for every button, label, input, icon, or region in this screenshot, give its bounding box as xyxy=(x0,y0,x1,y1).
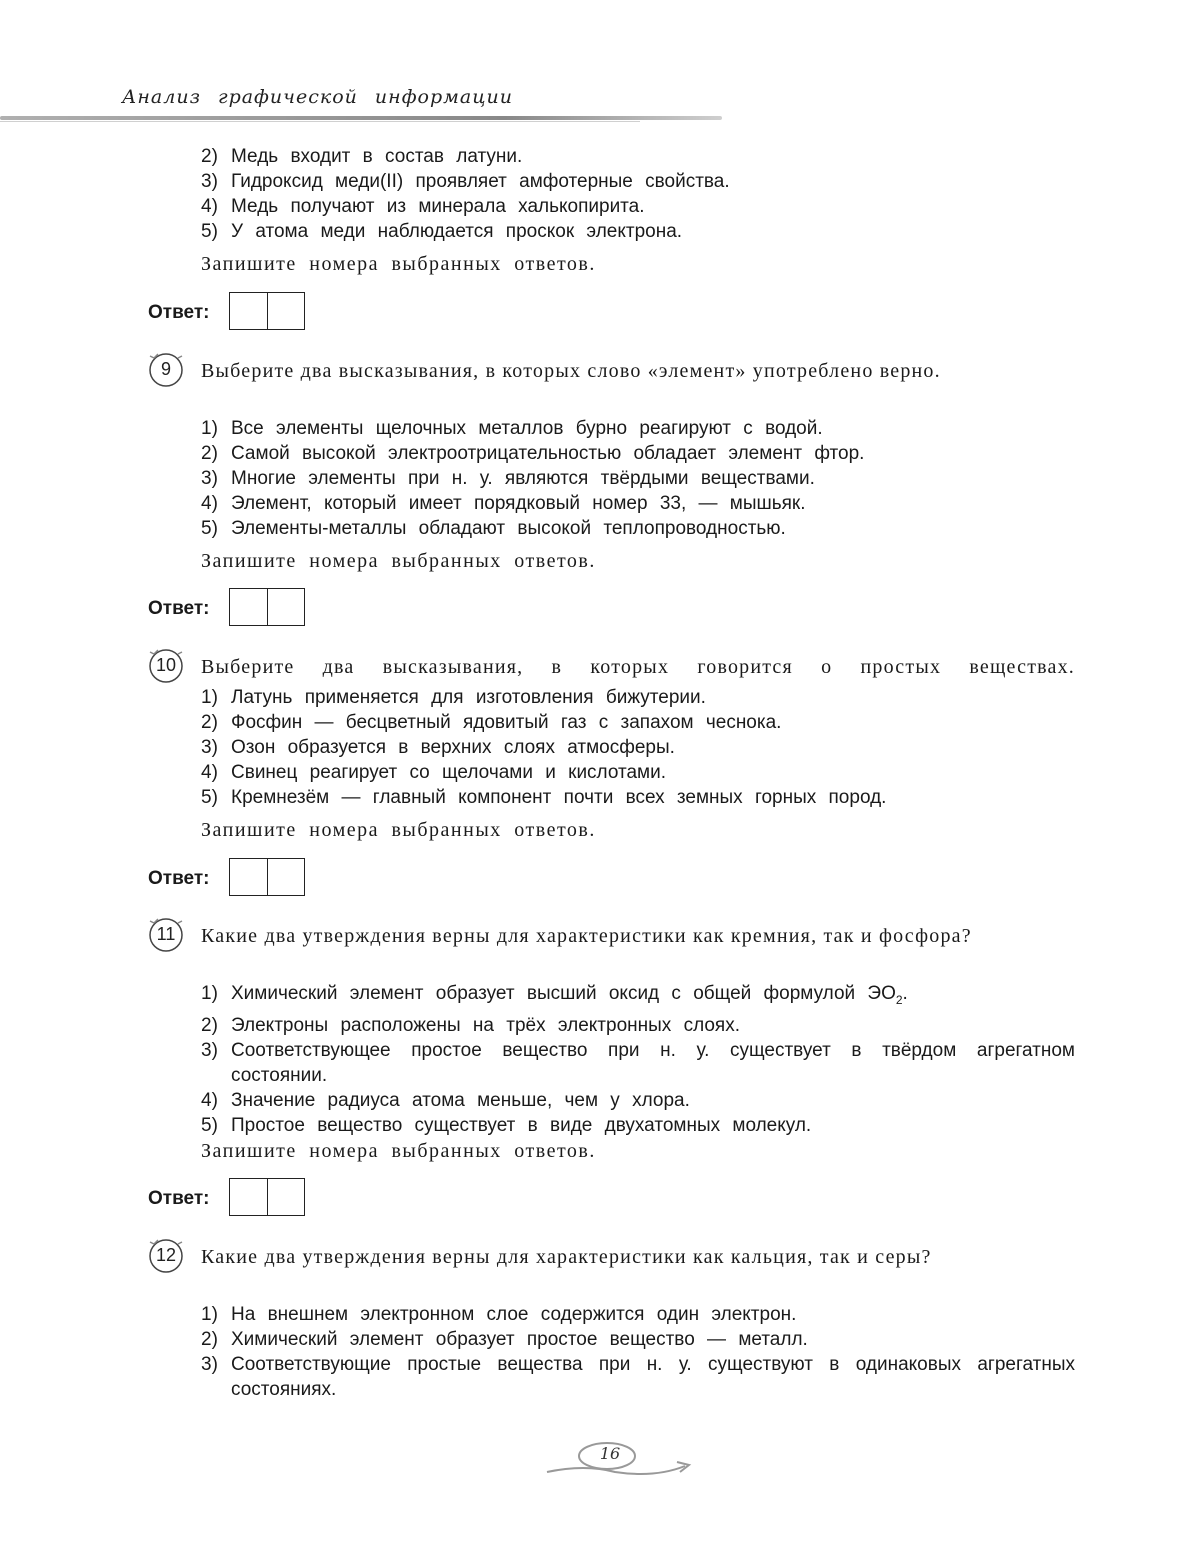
answer-box[interactable] xyxy=(229,858,305,896)
instruction: Запишите номера выбранных ответов. xyxy=(201,550,596,572)
question-number-badge xyxy=(148,648,184,684)
option: 3) Озон образуется в верхних слоях атмосферы. xyxy=(201,737,675,758)
instruction: Запишите номера выбранных ответов. xyxy=(201,819,596,841)
instruction: Запишите номера выбранных ответов. xyxy=(201,1140,596,1162)
option: 2) Фосфин — бесцветный ядовитый газ с запахом чеснока. xyxy=(201,712,782,733)
answer-label: Ответ: xyxy=(148,598,210,619)
page-number: 16 xyxy=(599,1444,621,1463)
option: 1) На внешнем электронном слое содержится один электрон. xyxy=(201,1304,797,1325)
answer-cell[interactable] xyxy=(267,589,305,625)
question-text: Какие два утверждения верны для характеристики как кремния, так и фосфора? xyxy=(201,925,972,947)
question-number-badge xyxy=(148,1238,184,1274)
option: 1) Латунь применяется для изготовления бижутерии. xyxy=(201,687,706,708)
question-number: 11 xyxy=(156,924,176,944)
answer-cell[interactable] xyxy=(230,859,267,895)
header-rule xyxy=(0,116,722,120)
q9-options xyxy=(201,416,1075,541)
answer-cell[interactable] xyxy=(267,1179,305,1215)
option: 2) Электроны расположены на трёх электронных слоях. xyxy=(201,1014,740,1036)
answer-label: Ответ: xyxy=(148,302,210,323)
q11-options xyxy=(201,981,1075,1138)
answer-box[interactable] xyxy=(229,588,305,626)
q12-options xyxy=(201,1302,1075,1402)
answer-cell[interactable] xyxy=(230,1179,267,1215)
running-head: Анализ графической информации xyxy=(122,86,513,108)
option: 1) Химический элемент образует высший оксид с общей формулой $ЭО_2$. xyxy=(201,983,908,1007)
answer-box[interactable] xyxy=(229,1178,305,1216)
option: 2) Химический элемент образует простое вещество — металл. xyxy=(201,1329,808,1350)
page-number-ornament xyxy=(545,1436,695,1486)
question-text: Выберите два высказывания, в которых слово «элемент» употреблено верно. xyxy=(201,360,941,382)
option: 4) Значение радиуса атома меньше, чем у хлора. xyxy=(201,1089,690,1111)
option: 3) Многие элементы при н. у. являются твёрдыми веществами. xyxy=(201,468,815,489)
answer-cell[interactable] xyxy=(230,293,267,329)
answer-cell[interactable] xyxy=(267,293,305,329)
answer-box[interactable] xyxy=(229,292,305,330)
q8-options xyxy=(201,144,1075,244)
option: 4) Элемент, который имеет порядковый номер 33, — мышьяк. xyxy=(201,493,806,514)
option: 3) Соответствующее простое вещество при н. у. существует в твёрдом агрегатном состоянии. xyxy=(201,1039,1075,1086)
q10-options xyxy=(201,685,1075,810)
option: 1) Все элементы щелочных металлов бурно реагируют с водой. xyxy=(201,418,823,439)
option: 3) Соответствующие простые вещества при н. у. существуют в одинаковых агрегатных состояниях. xyxy=(201,1354,1075,1400)
option: 5) Простое вещество существует в виде двухатомных молекул. xyxy=(201,1114,812,1136)
question-number: 9 xyxy=(160,359,171,379)
instruction: Запишите номера выбранных ответов. xyxy=(201,253,596,275)
option: 5) Элементы-металлы обладают высокой теплопроводностью. xyxy=(201,518,786,539)
option: 2) Самой высокой электроотрицательностью обладает элемент фтор. xyxy=(201,443,865,464)
option: 5) У атома меди наблюдается проскок электрона. xyxy=(201,221,683,242)
header-rule-thin xyxy=(0,121,640,122)
question-number: 12 xyxy=(155,1245,177,1265)
answer-label: Ответ: xyxy=(148,868,210,889)
option: 3) Гидроксид меди(II) проявляет амфотерные свойства. xyxy=(201,171,730,192)
option: 4) Свинец реагирует со щелочами и кислотами. xyxy=(201,762,667,783)
question-text: Выберите два высказывания, в которых говорится о простых веществах. xyxy=(201,656,1075,678)
option: 4) Медь получают из минерала халькопирита. xyxy=(201,196,645,217)
question-text: Какие два утверждения верны для характеристики как кальция, так и серы? xyxy=(201,1246,932,1268)
answer-cell[interactable] xyxy=(230,589,267,625)
question-number-badge xyxy=(148,352,184,388)
answer-cell[interactable] xyxy=(267,859,305,895)
option: 2) Медь входит в состав латуни. xyxy=(201,146,523,167)
option: 5) Кремнезём — главный компонент почти всех земных горных пород. xyxy=(201,787,887,808)
question-number-badge xyxy=(148,917,184,953)
question-number: 10 xyxy=(155,655,177,675)
answer-label: Ответ: xyxy=(148,1188,210,1209)
